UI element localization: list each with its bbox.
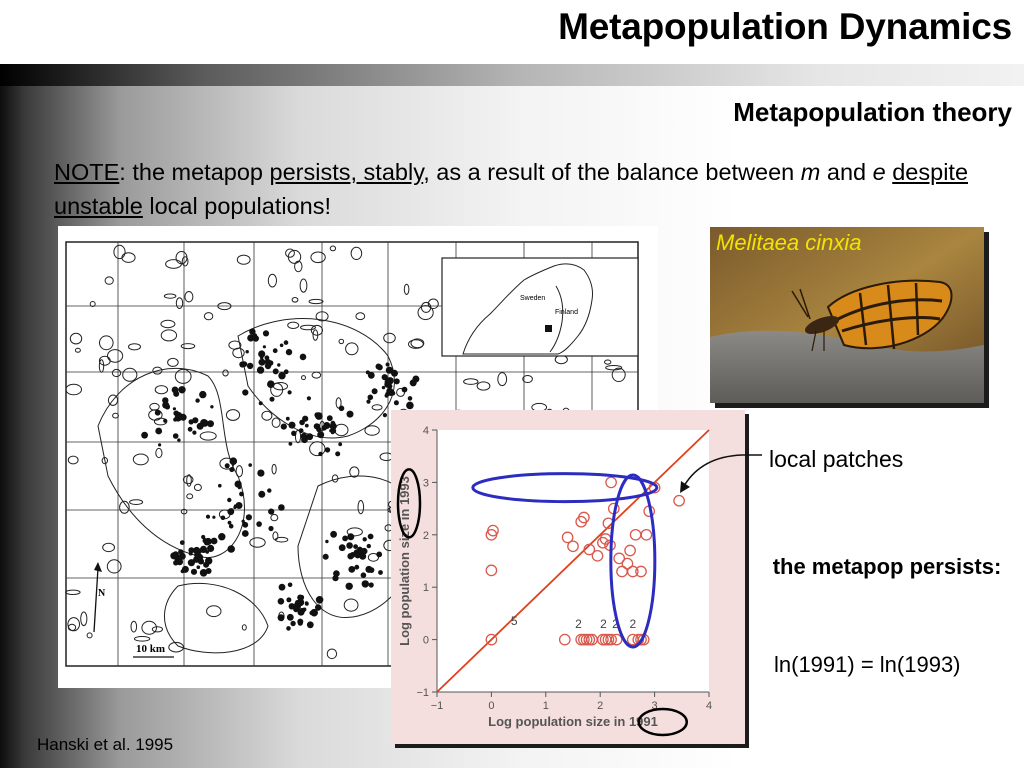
citation: Hanski et al. 1995 — [37, 735, 174, 754]
point-count-label: 2 — [575, 617, 582, 632]
x-tick-label: 4 — [705, 700, 713, 712]
note-underline-1: persists, stably — [269, 159, 424, 185]
note-label: NOTE — [54, 159, 120, 185]
north-label: N — [98, 588, 106, 599]
x-tick-label: 1 — [542, 700, 549, 712]
point-count-label: 5 — [510, 613, 518, 628]
scale-label: 10 km — [136, 643, 166, 655]
point-count-label: 2 — [600, 617, 607, 632]
inset-label-sweden: Sweden — [520, 295, 546, 302]
persistence-equation: ln(1991) = ln(1993) — [774, 652, 961, 677]
y-axis-label: Log population size in 1993 — [397, 476, 412, 646]
note-text-3: and — [820, 159, 873, 185]
persists-label: the metapop persists: — [772, 554, 1002, 579]
note-paragraph — [54, 155, 994, 223]
note-m: m — [800, 159, 821, 185]
point-count-label: 2 — [612, 617, 619, 632]
scatter-plot — [391, 410, 745, 744]
species-label: Melitaea cinxia — [716, 230, 862, 255]
x-tick-label: −1 — [430, 700, 444, 712]
y-tick-label: 3 — [422, 477, 429, 490]
x-axis-label: Log population size in 1991 — [488, 714, 658, 729]
note-e: e — [872, 159, 886, 185]
local-patches-label: local patches — [769, 446, 904, 472]
note-text-1: : the metapop — [119, 159, 270, 185]
x-tick-label: 2 — [597, 700, 604, 712]
x-tick-label: 3 — [651, 700, 658, 712]
note-text-2: , as a result of the balance between — [423, 159, 801, 185]
point-count-label: 2 — [629, 617, 637, 632]
y-tick-label: 4 — [422, 425, 429, 437]
slide-subtitle: Metapopulation theory — [733, 97, 1012, 127]
x-tick-label: 0 — [488, 700, 495, 712]
note-underline-2: despite unstable — [54, 159, 969, 219]
y-tick-label: 0 — [422, 634, 429, 647]
slide-title: Metapopulation Dynamics — [558, 6, 1012, 47]
note-text-5: local populations! — [142, 193, 331, 219]
title-rule — [0, 64, 1024, 86]
y-tick-label: 2 — [422, 529, 429, 542]
y-tick-label: 1 — [422, 582, 429, 595]
inset-label-finland: Finland — [555, 309, 578, 316]
study-area-marker — [545, 325, 552, 332]
y-tick-label: −1 — [416, 687, 429, 699]
map-inset — [442, 258, 638, 356]
scatter-plot-svg — [391, 410, 745, 744]
